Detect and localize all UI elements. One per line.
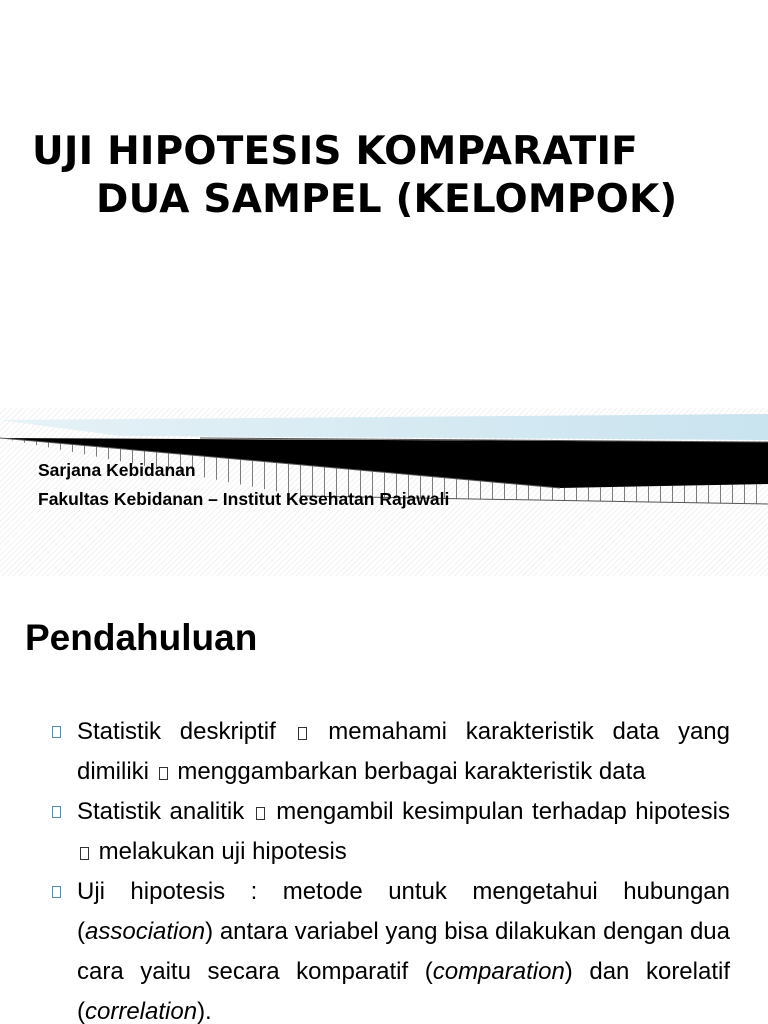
list-item: Statistik deskriptif memahami karakteristik data yang dimiliki menggambarkan berbagai karakteristik data — [52, 712, 730, 792]
list-item: Statistik analitik mengambil kesimpulan terhadap hipotesis melakukan uji hipotesis — [52, 792, 730, 872]
slide-subtitle — [38, 456, 449, 514]
title-line-2: DUA SAMPEL (KELOMPOK) — [96, 177, 678, 222]
arrow-icon — [159, 767, 168, 780]
arrow-icon — [256, 807, 265, 820]
square-marker-icon — [52, 726, 61, 738]
arrow-icon — [298, 727, 307, 740]
subtitle-institution: Fakultas Kebidanan – Institut Kesehatan Rajawali — [38, 489, 450, 509]
square-marker-icon — [52, 806, 61, 818]
content-slide — [0, 576, 768, 1024]
title-line-1: UJI HIPOTESIS KOMPARATIF — [32, 129, 639, 174]
subtitle-program: Sarjana Kebidanan — [38, 460, 196, 480]
bullet-list — [52, 712, 730, 1024]
list-item: Uji hipotesis : metode untuk mengetahui hubungan (association) antara variabel yang bisa dilakukan dengan dua cara yaitu secara komparatif (comparation) dan korelatif (correlation). — [52, 872, 730, 1024]
square-marker-icon — [52, 886, 61, 898]
arrow-icon — [80, 847, 89, 860]
slide-heading: Pendahuluan — [25, 617, 258, 658]
